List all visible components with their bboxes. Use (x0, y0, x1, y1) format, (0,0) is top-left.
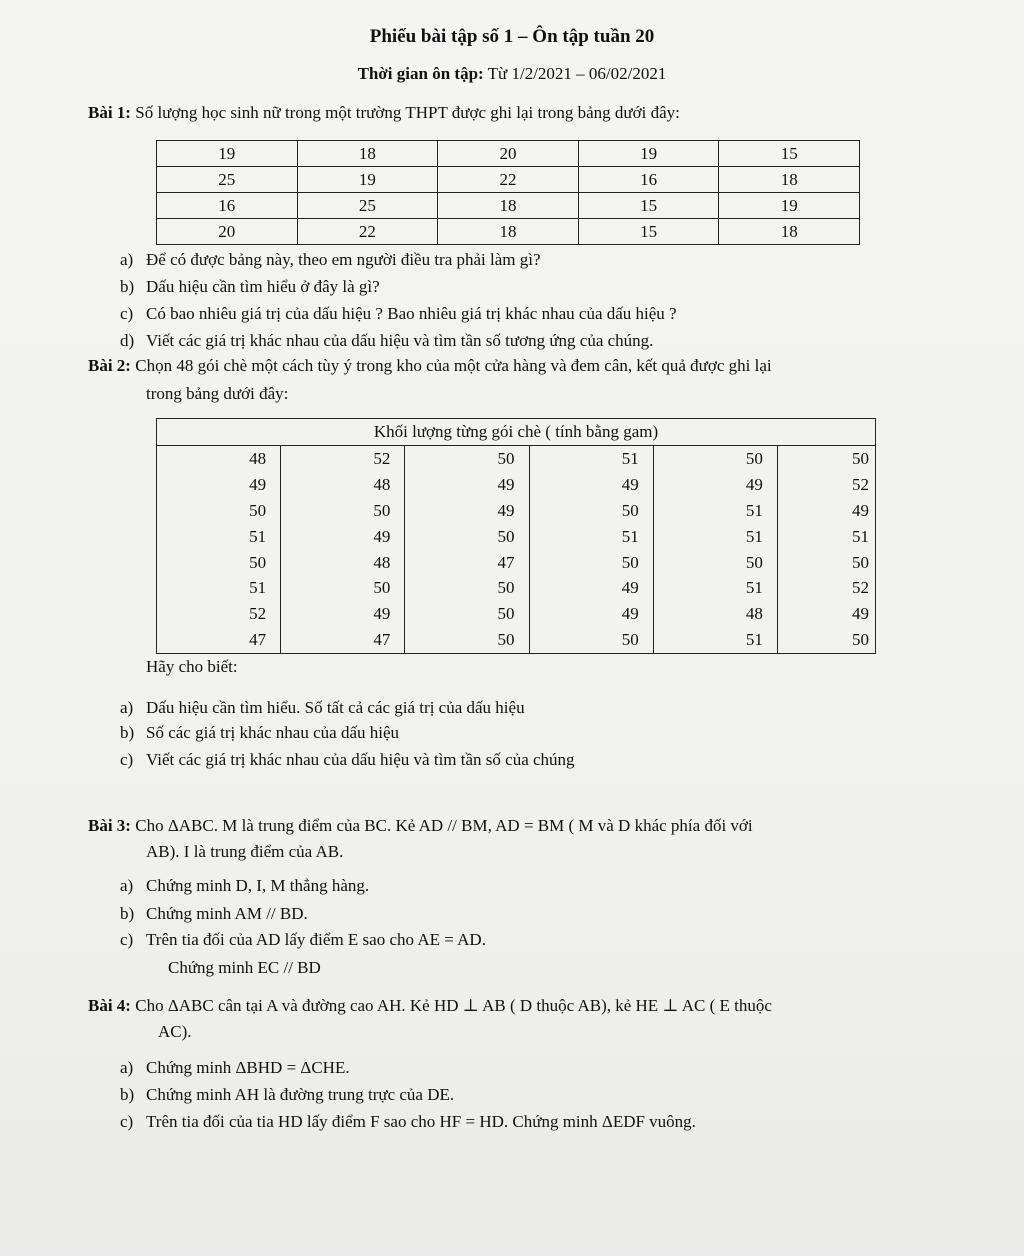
table-cell: 51 (653, 498, 777, 524)
bai1-table (156, 140, 860, 245)
question-item (120, 277, 380, 297)
question-marker: a) (120, 876, 134, 895)
table-cell: 19 (578, 141, 719, 167)
table-cell: 50 (777, 550, 875, 576)
table-cell: 49 (405, 498, 529, 524)
question-item (120, 930, 486, 950)
table-cell: 15 (578, 219, 719, 245)
table-cell: 49 (777, 498, 875, 524)
question-item (120, 1085, 454, 1105)
question-marker: c) (120, 750, 134, 769)
question-text: Viết các giá trị khác nhau của dấu hiệu và tìm tần số của chúng (146, 750, 575, 769)
question-item (120, 1112, 696, 1132)
table-header-row (157, 419, 876, 446)
table-row (157, 219, 860, 245)
table-cell: 50 (653, 550, 777, 576)
bai2-table (156, 418, 876, 654)
review-time-label: Thời gian ôn tập: (357, 64, 484, 83)
table-row (157, 601, 876, 627)
table-cell: 18 (438, 219, 579, 245)
question-item (120, 750, 575, 770)
table-cell: 18 (438, 193, 579, 219)
question-marker: c) (120, 930, 134, 949)
bai1-label: Bài 1: (88, 103, 131, 122)
bai4-intro-text-2: AC). (158, 1022, 192, 1041)
question-text: Có bao nhiêu giá trị của dấu hiệu ? Bao nhiêu giá trị khác nhau của dấu hiệu ? (146, 304, 677, 323)
question-item (120, 876, 369, 896)
page-title: Phiếu bài tập số 1 – Ôn tập tuần 20 (369, 26, 655, 47)
table-row (157, 550, 876, 576)
table-cell: 50 (405, 601, 529, 627)
table-cell: 50 (777, 627, 875, 653)
question-item (120, 904, 308, 924)
table-cell: 22 (438, 167, 579, 193)
table-cell: 16 (157, 193, 298, 219)
table-cell: 52 (281, 445, 405, 471)
question-marker: b) (120, 904, 135, 923)
question-marker: c) (120, 304, 134, 323)
question-marker: b) (120, 277, 135, 296)
table-row (157, 167, 860, 193)
table-cell: 20 (157, 219, 298, 245)
table-row (157, 472, 876, 498)
table-cell: 19 (297, 167, 438, 193)
bai1-intro (88, 103, 680, 123)
table-row (157, 524, 876, 550)
table-cell: 51 (157, 575, 281, 601)
table-cell: 50 (405, 445, 529, 471)
table-row (157, 141, 860, 167)
table-row (157, 445, 876, 471)
table-cell: 19 (719, 193, 860, 219)
bai3-intro-text-1: Cho ΔABC. M là trung điểm của BC. Kẻ AD // BM, AD = BM ( M và D khác phía đối với (135, 816, 753, 835)
question-item (120, 1058, 350, 1078)
question-text: Viết các giá trị khác nhau của dấu hiệu và tìm tần số tương ứng của chúng. (146, 331, 654, 350)
table-cell: 52 (777, 575, 875, 601)
question-text: Số các giá trị khác nhau của dấu hiệu (146, 723, 400, 742)
table-cell: 47 (157, 627, 281, 653)
table-cell: 18 (297, 141, 438, 167)
question-text: Chứng minh D, I, M thẳng hàng. (146, 876, 370, 895)
question-marker: b) (120, 1085, 135, 1104)
table-cell: 50 (405, 524, 529, 550)
question-item (120, 304, 677, 324)
table-cell: 50 (405, 575, 529, 601)
table-cell: 48 (281, 472, 405, 498)
question-item (120, 250, 541, 270)
question-marker: a) (120, 250, 134, 269)
table-cell: 51 (157, 524, 281, 550)
table-cell: 16 (578, 167, 719, 193)
table-cell: 51 (653, 627, 777, 653)
table-row (157, 498, 876, 524)
table-cell: 51 (777, 524, 875, 550)
question-text: Chứng minh AM // BD. (146, 904, 308, 923)
table-cell: 15 (578, 193, 719, 219)
bai2-prompt: Hãy cho biết: (146, 657, 238, 676)
table-cell: 49 (281, 601, 405, 627)
question-text: Dấu hiệu cần tìm hiểu. Số tất cả các giá trị của dấu hiệu (146, 698, 525, 717)
table-cell: 50 (157, 498, 281, 524)
table-row (157, 627, 876, 653)
question-text: Chứng minh ΔBHD = ΔCHE. (146, 1058, 350, 1077)
bai2-label: Bài 2: (88, 356, 131, 375)
table-cell: 15 (719, 141, 860, 167)
table-cell: 51 (653, 524, 777, 550)
table-header: Khối lượng từng gói chè ( tính bằng gam) (157, 419, 876, 446)
table-cell: 25 (297, 193, 438, 219)
table-cell: 18 (719, 219, 860, 245)
question-item (120, 331, 653, 351)
table-cell: 20 (438, 141, 579, 167)
question-marker: a) (120, 1058, 134, 1077)
table-cell: 48 (157, 445, 281, 471)
table-cell: 50 (529, 627, 653, 653)
review-time (0, 64, 1024, 84)
bai2-intro-text-2: trong bảng dưới đây: (146, 384, 289, 403)
question-item (120, 723, 399, 743)
table-cell: 50 (405, 627, 529, 653)
question-text: Dấu hiệu cần tìm hiểu ở đây là gì? (146, 277, 380, 296)
table-cell: 50 (653, 445, 777, 471)
bai4-intro (88, 996, 772, 1016)
question-marker: d) (120, 331, 135, 350)
question-item (120, 698, 525, 718)
table-cell: 49 (777, 601, 875, 627)
table-cell: 50 (281, 498, 405, 524)
bai3-intro (88, 816, 753, 836)
table-cell: 49 (405, 472, 529, 498)
table-cell: 22 (297, 219, 438, 245)
table-cell: 50 (777, 445, 875, 471)
table-cell: 51 (653, 575, 777, 601)
table-row (157, 193, 860, 219)
table-cell: 49 (653, 472, 777, 498)
table-cell: 50 (529, 550, 653, 576)
table-cell: 49 (281, 524, 405, 550)
table-cell: 18 (719, 167, 860, 193)
bai4-label: Bài 4: (88, 996, 131, 1015)
table-cell: 48 (281, 550, 405, 576)
review-time-value: Từ 1/2/2021 – 06/02/2021 (487, 64, 667, 83)
table-cell: 47 (281, 627, 405, 653)
question-marker: a) (120, 698, 134, 717)
table-cell: 51 (529, 524, 653, 550)
table-cell: 19 (157, 141, 298, 167)
table-cell: 49 (529, 472, 653, 498)
bai1-intro-text: Số lượng học sinh nữ trong một trường THPT được ghi lại trong bảng dưới đây: (135, 103, 680, 122)
table-cell: 25 (157, 167, 298, 193)
bai2-intro (88, 356, 772, 376)
question-text: Để có được bảng này, theo em người điều tra phải làm gì? (146, 250, 541, 269)
table-cell: 48 (653, 601, 777, 627)
bai3-label: Bài 3: (88, 816, 131, 835)
table-row (157, 575, 876, 601)
table-cell: 50 (157, 550, 281, 576)
table-cell: 52 (157, 601, 281, 627)
bai3-intro-text-2: AB). I là trung điểm của AB. (146, 842, 344, 861)
table-cell: 49 (157, 472, 281, 498)
bai2-intro-text-1: Chọn 48 gói chè một cách tùy ý trong kho của một cửa hàng và đem cân, kết quả được ghi lại (135, 356, 772, 375)
question-marker: c) (120, 1112, 134, 1131)
question-text: Chứng minh AH là đường trung trực của DE. (146, 1085, 455, 1104)
question-text: Trên tia đối của AD lấy điểm E sao cho AE = AD. (146, 930, 486, 949)
table-cell: 49 (529, 575, 653, 601)
table-cell: 52 (777, 472, 875, 498)
question-text: Trên tia đối của tia HD lấy điểm F sao cho HF = HD. Chứng minh ΔEDF vuông. (146, 1112, 696, 1131)
bai4-intro-text-1: Cho ΔABC cân tại A và đường cao AH. Kẻ HD ⊥ AB ( D thuộc AB), kẻ HE ⊥ AC ( E thuộc (135, 996, 772, 1015)
table-cell: 47 (405, 550, 529, 576)
table-cell: 51 (529, 445, 653, 471)
table-cell: 49 (529, 601, 653, 627)
question-marker: b) (120, 723, 135, 742)
bai3-extra: Chứng minh EC // BD (168, 958, 321, 977)
table-cell: 50 (281, 575, 405, 601)
table-cell: 50 (529, 498, 653, 524)
